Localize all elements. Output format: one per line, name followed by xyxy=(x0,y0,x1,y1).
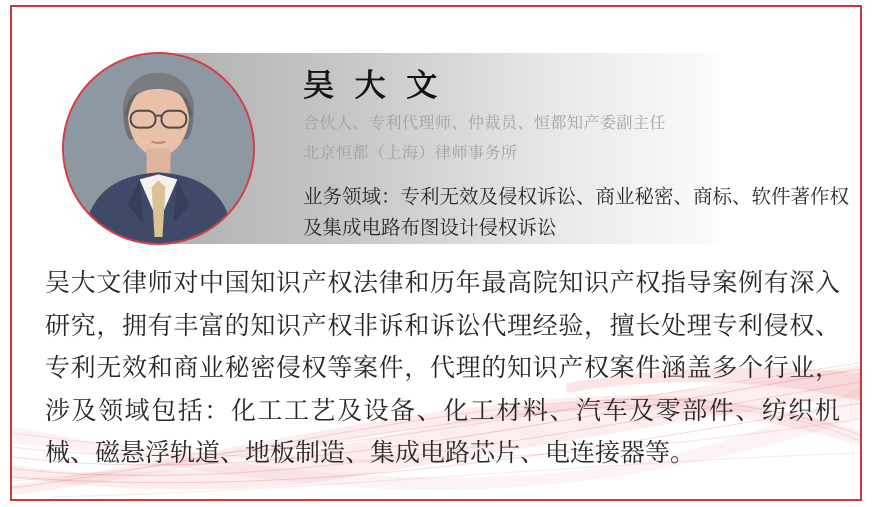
bio-paragraph: 吴大文律师对中国知识产权法律和历年最高院知识产权指导案例有深入研究，拥有丰富的知识产权非诉和诉讼代理经验，擅长处理专利侵权、专利无效和商业秘密侵权等案件，代理的知识产权案件涵盖多个行业，涉及领域包括：化工工艺及设备、化工材料、汽车及零部件、纺织机械、磁悬浮轨道、地板制造、集成电路芯片、电连接器等。 xyxy=(45,269,840,467)
person-firm: 北京恒都（上海）律师事务所 xyxy=(303,145,518,162)
profile-card xyxy=(10,5,862,501)
practice-areas-block xyxy=(303,182,855,244)
practice-label: 业务领域： xyxy=(303,186,401,208)
person-titles: 合伙人、专利代理师、仲裁员、恒都知产委副主任 xyxy=(303,115,667,132)
profile-photo xyxy=(62,52,255,245)
person-name: 吴 大 文 xyxy=(303,68,444,103)
portrait-illustration xyxy=(64,54,253,243)
practice-areas-text: 专利无效及侵权诉讼、商业秘密、商标、软件著作权及集成电路布图设计侵权诉讼 xyxy=(303,186,850,239)
header-text-block xyxy=(303,63,859,244)
